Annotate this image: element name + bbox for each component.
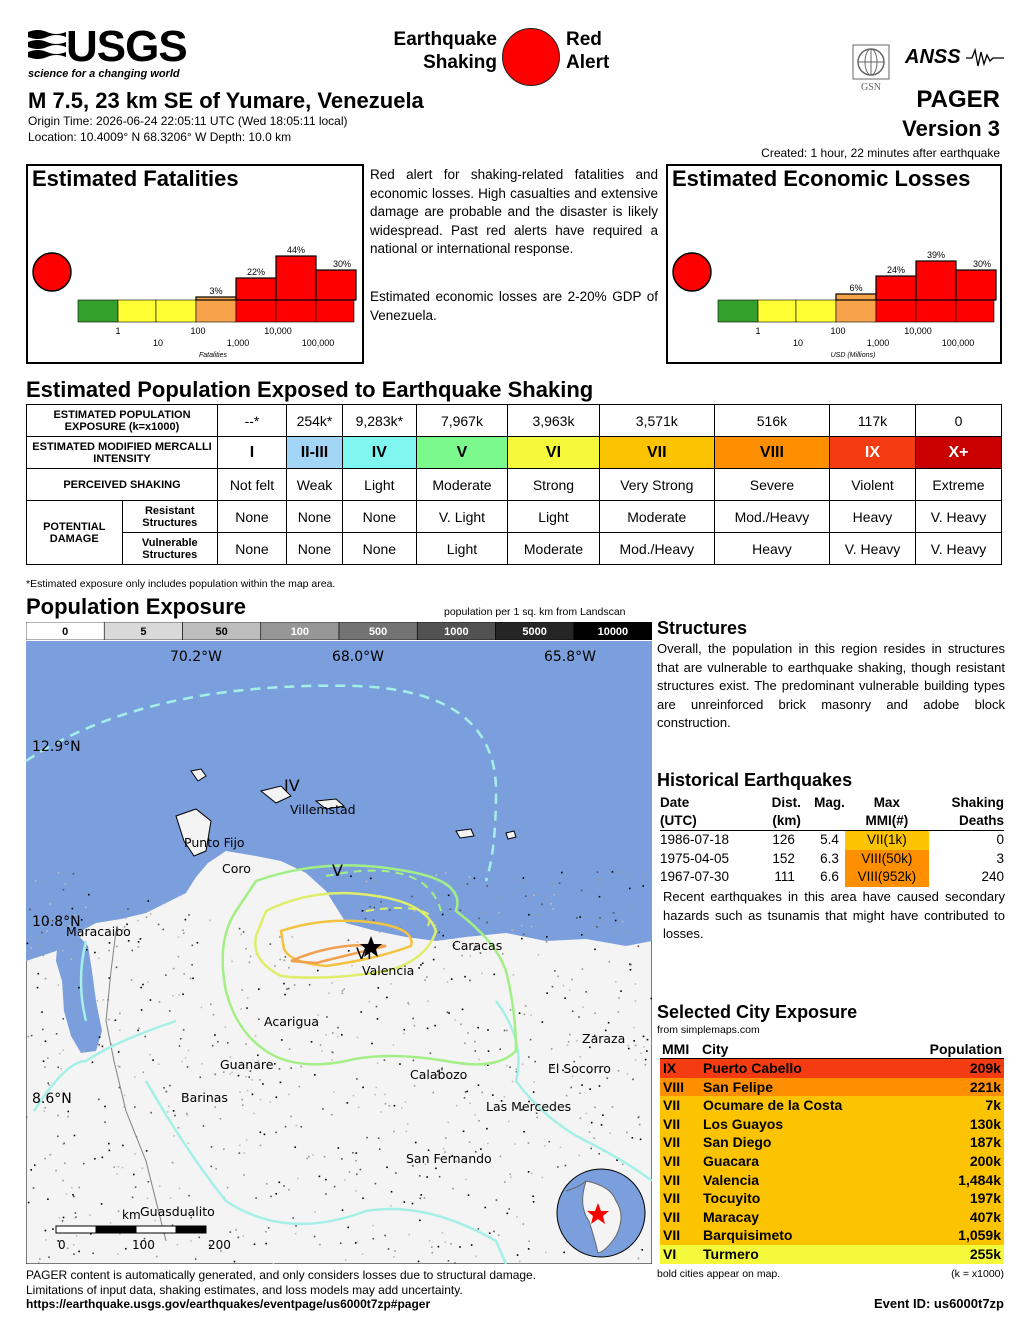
hist-date-cell: 1967-07-30 xyxy=(660,869,730,884)
event-title: M 7.5, 23 km SE of Yumare, Venezuela xyxy=(28,88,424,113)
alert-type-line1: Earthquake xyxy=(393,29,497,50)
population-exposure-title: Population Exposure xyxy=(26,594,247,619)
population-scale-label: 100 xyxy=(290,626,310,638)
map-city-label: Coro xyxy=(222,861,251,876)
city-city-cell: Guacara xyxy=(703,1152,760,1169)
fatalities-bar-label: 30% xyxy=(332,259,352,269)
city-city-cell: Barquisimeto xyxy=(703,1227,793,1244)
map-city-label: Maracaibo xyxy=(66,924,131,939)
economic-losses-histogram xyxy=(668,194,1000,364)
city-pop-cell: 221k xyxy=(969,1078,1001,1095)
economic-losses-title: Estimated Economic Losses xyxy=(672,166,971,191)
longitude-label: 65.8°W xyxy=(543,649,597,665)
fatalities-tick-label: 100,000 xyxy=(301,338,335,348)
alert-level-line1: Red xyxy=(566,29,602,50)
map-city-label: Zaraza xyxy=(582,1031,626,1046)
fatalities-scale-segment xyxy=(118,300,156,322)
exposure-mmi-cell: IX xyxy=(830,437,916,469)
city-footnote: bold cities appear on map. xyxy=(657,1268,781,1280)
exposure-resistant-cell: None xyxy=(286,501,342,533)
city-mmi-cell: VII xyxy=(663,1171,681,1188)
origin-time: Origin Time: 2026-06-24 22:05:11 UTC (Wed 18:05:11 local) xyxy=(28,114,348,128)
city-city-cell: Maracay xyxy=(703,1208,760,1225)
city-row xyxy=(660,1059,1004,1078)
hist-header-deaths: Shaking xyxy=(951,795,1004,810)
economic-bar-label: 30% xyxy=(972,259,992,269)
city-pop-cell: 130k xyxy=(969,1115,1001,1132)
map-city-label: Villemstad xyxy=(290,802,356,817)
city-header-city: City xyxy=(700,1040,899,1059)
map-city-label: Guasdualito xyxy=(140,1204,215,1219)
exposure-vulnerable-cell: None xyxy=(286,533,342,565)
hist-mag-cell: 6.6 xyxy=(820,869,839,884)
k-footnote: (k = x1000) xyxy=(951,1268,1004,1280)
hist-deaths-cell: 3 xyxy=(996,850,1004,866)
map-city-label: Punto Fijo xyxy=(184,835,245,850)
map-city-label: Las Mercedes xyxy=(486,1099,572,1114)
exposure-perceived-cell: Severe xyxy=(714,469,829,501)
mmi-row-label: ESTIMATED MODIFIED MERCALLI INTENSITY xyxy=(27,437,218,469)
city-exposure-table xyxy=(660,1040,1004,1264)
city-city-cell: Valencia xyxy=(703,1171,760,1188)
fatalities-scale-segment xyxy=(156,300,196,322)
fatalities-histogram xyxy=(28,194,362,364)
gdp-loss-text: Estimated economic losses are 2-20% GDP of Venezuela. xyxy=(370,289,658,323)
city-row xyxy=(660,1189,1004,1208)
hist-dist-cell: 152 xyxy=(772,850,795,866)
longitude-label: 68.0°W xyxy=(331,649,385,665)
economic-bar xyxy=(916,261,956,300)
economic-tick-label: 100,000 xyxy=(941,338,975,348)
alert-type-label xyxy=(370,28,497,74)
population-source: population per 1 sq. km from Landscan xyxy=(444,606,626,618)
vulnerable-structures-label: Vulnerable Structures xyxy=(122,533,218,565)
city-mmi-cell: VII xyxy=(663,1152,681,1169)
fatalities-bar-label: 3% xyxy=(209,286,223,296)
economic-axis-label: USD (Millions) xyxy=(830,352,876,359)
city-city-cell: San Diego xyxy=(703,1134,772,1151)
city-city-cell: San Felipe xyxy=(703,1078,774,1095)
hist-mmi-cell: VIII(50k) xyxy=(845,850,929,869)
population-scale-label: 0 xyxy=(62,626,69,638)
alert-summary-text: Red alert for shaking-related fatalities and economic losses. High casualties and extensive damage are probable and the disaster is likely widespread. Past red alerts have required a national or international response. xyxy=(370,167,658,257)
economic-bar xyxy=(876,276,916,300)
exposure-resistant-cell: None xyxy=(218,501,287,533)
exposure-resistant-cell: Light xyxy=(508,501,600,533)
exposure-resistant-cell: Heavy xyxy=(830,501,916,533)
hist-dist-cell: 111 xyxy=(774,869,795,884)
event-page-link[interactable]: https://earthquake.usgs.gov/earthquakes/eventpage/us6000t7zp#pager xyxy=(26,1297,431,1311)
gsn-logo-text: GSN xyxy=(860,82,882,92)
map-city-label: Guanare xyxy=(220,1057,274,1072)
city-mmi-cell: VI xyxy=(663,1245,677,1262)
exposure-pop-cell: 254k* xyxy=(286,405,342,437)
exposure-mmi-cell: VIII xyxy=(714,437,829,469)
exposure-vulnerable-cell: Heavy xyxy=(714,533,829,565)
hist-mag-cell: 6.3 xyxy=(820,850,839,866)
exposure-resistant-row xyxy=(27,501,1002,533)
usgs-logo-icon xyxy=(28,28,66,64)
economic-bar-label: 6% xyxy=(849,283,863,293)
distance-scale-tick: 0 xyxy=(58,1238,66,1252)
exposure-perceived-cell: Very Strong xyxy=(599,469,714,501)
fatalities-tick-label: 10,000 xyxy=(264,326,292,336)
contour-label: V xyxy=(332,861,343,880)
distance-scale-bar xyxy=(56,1226,206,1233)
map-city-label: Barinas xyxy=(181,1090,228,1105)
city-row xyxy=(660,1115,1004,1134)
perceived-row-label: PERCEIVED SHAKING xyxy=(27,469,218,501)
exposure-perceived-cell: Strong xyxy=(508,469,600,501)
exposure-mmi-cell: VII xyxy=(599,437,714,469)
hist-header-deaths-unit: Deaths xyxy=(958,813,1004,828)
city-pop-cell: 407k xyxy=(969,1208,1001,1225)
historical-earthquakes-table xyxy=(660,794,1004,887)
economic-bar-label: 24% xyxy=(886,265,906,275)
anss-logo-text: ANSS xyxy=(905,46,961,68)
exposure-pop-cell: 9,283k* xyxy=(342,405,416,437)
footer-disclaimer xyxy=(26,1268,536,1297)
exposure-resistant-cell: V. Heavy xyxy=(915,501,1001,533)
exposure-pop-cell: 0 xyxy=(915,405,1001,437)
city-mmi-cell: VII xyxy=(663,1208,681,1225)
city-city-cell: Puerto Cabello xyxy=(703,1060,802,1076)
alert-level-line2: Alert xyxy=(566,52,610,73)
exposure-vulnerable-cell: Moderate xyxy=(508,533,600,565)
created-time: Created: 1 hour, 22 minutes after earthquake xyxy=(761,146,1000,160)
city-city-cell: Ocumare de la Costa xyxy=(703,1097,843,1114)
pager-version: Version 3 xyxy=(902,116,1000,141)
usgs-tagline: science for a changing world xyxy=(28,68,180,80)
population-scale-label: 10000 xyxy=(597,626,629,638)
seismogram-icon xyxy=(966,47,1004,69)
economic-tick-label: 100 xyxy=(830,326,846,336)
exposure-pop-row xyxy=(27,405,1002,437)
exposure-resistant-cell: Mod./Heavy xyxy=(714,501,829,533)
fatalities-bar xyxy=(236,278,276,300)
hist-deaths-cell: 240 xyxy=(981,869,1004,884)
economic-tick-label: 1 xyxy=(755,326,761,336)
exposure-mmi-cell: IV xyxy=(342,437,416,469)
hist-header-dist-unit: (km) xyxy=(772,813,801,828)
longitude-label: 70.2°W xyxy=(169,649,223,665)
map-city-label: Caracas xyxy=(452,938,503,953)
exposure-perceived-cell: Light xyxy=(342,469,416,501)
resistant-structures-label: Resistant Structures xyxy=(122,501,218,533)
alert-level-label xyxy=(566,28,609,74)
city-city-cell: Turmero xyxy=(703,1245,759,1262)
city-row xyxy=(660,1245,1004,1264)
event-id: Event ID: us6000t7zp xyxy=(873,1296,1004,1311)
city-mmi-cell: VII xyxy=(663,1190,681,1207)
hist-header-dist: Dist. xyxy=(771,795,801,810)
exposure-pop-cell: 3,571k xyxy=(599,405,714,437)
economic-scale-segment xyxy=(876,300,916,322)
historical-earthquake-row xyxy=(660,850,1004,869)
population-scale-bar xyxy=(26,622,652,640)
map-city-label: El Socorro xyxy=(548,1061,611,1076)
economic-alert-circle-icon xyxy=(673,253,711,291)
city-mmi-cell: VII xyxy=(663,1227,681,1244)
city-exposure-source: from simplemaps.com xyxy=(657,1024,760,1036)
exposure-mmi-cell: I xyxy=(218,437,287,469)
hist-header-mmi: Max xyxy=(873,795,900,810)
economic-scale-segment xyxy=(718,300,758,322)
exposure-vulnerable-cell: Light xyxy=(416,533,508,565)
city-row xyxy=(660,1226,1004,1245)
red-alert-circle-icon xyxy=(502,28,560,86)
footer-line2: Limitations of input data, shaking estimates, and loss models may add uncertainty. xyxy=(26,1282,463,1297)
fatalities-alert-circle-icon xyxy=(33,253,71,291)
fatalities-tick-label: 1,000 xyxy=(226,338,250,348)
anss-logo xyxy=(905,46,1004,69)
exposure-footnote: *Estimated exposure only includes population within the map area. xyxy=(26,578,336,590)
city-pop-cell: 7k xyxy=(985,1097,1001,1114)
fatalities-bar-label: 22% xyxy=(246,267,266,277)
contour-label: VI xyxy=(356,944,372,963)
city-pop-cell: 255k xyxy=(969,1245,1001,1262)
city-header-mmi: MMI xyxy=(660,1040,700,1059)
city-city-cell: Tocuyito xyxy=(703,1190,761,1207)
fatalities-bar xyxy=(196,297,236,300)
exposure-resistant-cell: Moderate xyxy=(599,501,714,533)
island xyxy=(506,831,516,839)
exposure-pop-cell: 7,967k xyxy=(416,405,508,437)
fatalities-scale-segment xyxy=(236,300,276,322)
map-city-label: San Fernando xyxy=(406,1151,492,1166)
city-pop-cell: 1,484k xyxy=(958,1171,1001,1188)
exposure-mmi-cell: VI xyxy=(508,437,600,469)
economic-scale-segment xyxy=(758,300,796,322)
alert-type-line2: Shaking xyxy=(423,52,497,73)
fatalities-scale-segment xyxy=(196,300,236,322)
exposure-vulnerable-cell: None xyxy=(342,533,416,565)
exposure-section-title: Estimated Population Exposed to Earthquake Shaking xyxy=(26,377,594,402)
economic-scale-segment xyxy=(836,300,876,322)
economic-bar xyxy=(836,294,876,300)
latitude-label: 10.8°N xyxy=(32,914,81,930)
fatalities-tick-label: 100 xyxy=(190,326,206,336)
exposure-vulnerable-cell: V. Heavy xyxy=(830,533,916,565)
city-mmi-cell: VII xyxy=(663,1115,681,1132)
potential-damage-label: POTENTIAL DAMAGE xyxy=(27,501,123,565)
exposure-perceived-cell: Extreme xyxy=(915,469,1001,501)
exposure-mmi-cell: V xyxy=(416,437,508,469)
city-pop-cell: 209k xyxy=(969,1060,1001,1076)
fatalities-bar xyxy=(316,270,356,300)
exposure-pop-cell: 117k xyxy=(830,405,916,437)
city-header-pop: Population xyxy=(899,1040,1004,1059)
exposure-perceived-cell: Violent xyxy=(830,469,916,501)
hist-header-date-unit: (UTC) xyxy=(660,813,697,828)
hist-dist-cell: 126 xyxy=(772,832,795,847)
hist-header-date: Date xyxy=(660,795,690,810)
city-mmi-cell: VII xyxy=(663,1134,681,1151)
exposure-vulnerable-cell: V. Heavy xyxy=(915,533,1001,565)
hist-date-cell: 1986-07-18 xyxy=(660,832,730,847)
exposure-resistant-cell: None xyxy=(342,501,416,533)
contour-label: IV xyxy=(284,776,300,795)
estimated-fatalities-panel xyxy=(26,164,364,364)
hist-mmi-cell: VIII(952k) xyxy=(845,868,929,887)
city-pop-cell: 187k xyxy=(969,1134,1001,1151)
fatalities-tick-label: 10 xyxy=(152,338,164,348)
historical-earthquakes-text: Recent earthquakes in this area have caused secondary hazards such as tsunamis that might have contributed to losses. xyxy=(663,889,1005,942)
fatalities-scale-segment xyxy=(316,300,354,322)
structures-text: Overall, the population in this region resides in structures that are vulnerable to earthquake shaking, though resistant structures exist. The predominant vulnerable building types are unreinforced brick masonry and adobe block construction. xyxy=(657,641,1005,731)
population-scale-label: 5 xyxy=(140,626,147,638)
historical-earthquake-row xyxy=(660,868,1004,887)
exposure-mmi-row xyxy=(27,437,1002,469)
hist-mag-cell: 5.4 xyxy=(820,832,839,847)
city-pop-cell: 197k xyxy=(969,1190,1001,1207)
economic-bar xyxy=(956,270,996,300)
distance-scale-unit: km xyxy=(122,1208,141,1222)
map-city-label: Calabozo xyxy=(410,1067,468,1082)
island xyxy=(456,829,474,838)
city-row xyxy=(660,1096,1004,1115)
population-scale-label: 50 xyxy=(215,626,228,638)
city-pop-cell: 200k xyxy=(969,1152,1001,1169)
estimated-economic-losses-panel xyxy=(666,164,1002,364)
footer-line1: PAGER content is automatically generated, and only considers losses due to structural damage. xyxy=(26,1268,537,1282)
pager-title: PAGER xyxy=(916,86,1000,113)
fatalities-bar xyxy=(276,256,316,300)
hist-mmi-cell: VII(1k) xyxy=(845,831,929,850)
map-city-label: Acarigua xyxy=(264,1014,319,1029)
city-row xyxy=(660,1171,1004,1190)
economic-scale-segment xyxy=(796,300,836,322)
inset-globe-icon xyxy=(557,1169,645,1257)
city-mmi-cell: VIII xyxy=(663,1078,685,1095)
fatalities-bar-label: 44% xyxy=(286,245,306,255)
fatalities-scale-segment xyxy=(276,300,316,322)
structures-title: Structures xyxy=(657,618,748,638)
city-row xyxy=(660,1078,1004,1097)
economic-scale-segment xyxy=(956,300,994,322)
economic-tick-label: 10,000 xyxy=(904,326,932,336)
economic-bar-label: 39% xyxy=(926,250,946,260)
exposure-vulnerable-cell: Mod./Heavy xyxy=(599,533,714,565)
exposure-perceived-cell: Not felt xyxy=(218,469,287,501)
economic-scale-segment xyxy=(916,300,956,322)
exposure-perceived-cell: Weak xyxy=(286,469,342,501)
latitude-label: 8.6°N xyxy=(32,1091,72,1107)
population-scale-label: 1000 xyxy=(444,626,469,638)
city-mmi-cell: VII xyxy=(663,1097,681,1114)
fatalities-tick-label: 1 xyxy=(115,326,121,336)
exposure-mmi-cell: X+ xyxy=(915,437,1001,469)
city-city-cell: Los Guayos xyxy=(703,1115,784,1132)
city-row xyxy=(660,1152,1004,1171)
exposure-resistant-cell: V. Light xyxy=(416,501,508,533)
event-location: Location: 10.4009° N 68.3206° W Depth: 10.0 km xyxy=(28,130,292,144)
exposure-perceived-row xyxy=(27,469,1002,501)
distance-scale-tick: 100 xyxy=(132,1238,155,1252)
population-scale-label: 5000 xyxy=(522,626,547,638)
city-row xyxy=(660,1133,1004,1152)
economic-tick-label: 10 xyxy=(792,338,804,348)
historical-earthquakes-title: Historical Earthquakes xyxy=(657,770,853,790)
fatalities-title: Estimated Fatalities xyxy=(32,166,239,191)
gsn-logo-icon xyxy=(852,44,890,92)
map-city-label: Valencia xyxy=(362,963,415,978)
exposure-mmi-cell: II-III xyxy=(286,437,342,469)
city-exposure-title: Selected City Exposure xyxy=(657,1002,858,1022)
exposure-table xyxy=(26,404,1002,565)
hist-header-mag: Mag. xyxy=(814,795,845,810)
exposure-vulnerable-row xyxy=(27,533,1002,565)
exposure-vulnerable-cell: None xyxy=(218,533,287,565)
hist-deaths-cell: 0 xyxy=(996,832,1004,847)
city-row xyxy=(660,1208,1004,1227)
fatalities-scale-segment xyxy=(78,300,118,322)
exposure-pop-cell: 516k xyxy=(714,405,829,437)
hist-date-cell: 1975-04-05 xyxy=(660,850,730,866)
fatalities-axis-label: Fatalities xyxy=(198,352,228,359)
pop-row-label: ESTIMATED POPULATION EXPOSURE (k=x1000) xyxy=(27,405,218,437)
hist-header-mmi-unit: MMI(#) xyxy=(865,813,909,828)
exposure-pop-cell: --* xyxy=(218,405,287,437)
economic-tick-label: 1,000 xyxy=(866,338,890,348)
latitude-label: 12.9°N xyxy=(32,739,81,755)
city-pop-cell: 1,059k xyxy=(958,1227,1001,1244)
population-scale-label: 500 xyxy=(368,626,388,638)
city-mmi-cell: IX xyxy=(663,1060,677,1076)
exposure-perceived-cell: Moderate xyxy=(416,469,508,501)
distance-scale-tick: 200 xyxy=(208,1238,231,1252)
population-exposure-map xyxy=(26,641,652,1264)
usgs-logo-text: USGS xyxy=(66,22,187,71)
historical-earthquake-row xyxy=(660,831,1004,850)
exposure-pop-cell: 3,963k xyxy=(508,405,600,437)
